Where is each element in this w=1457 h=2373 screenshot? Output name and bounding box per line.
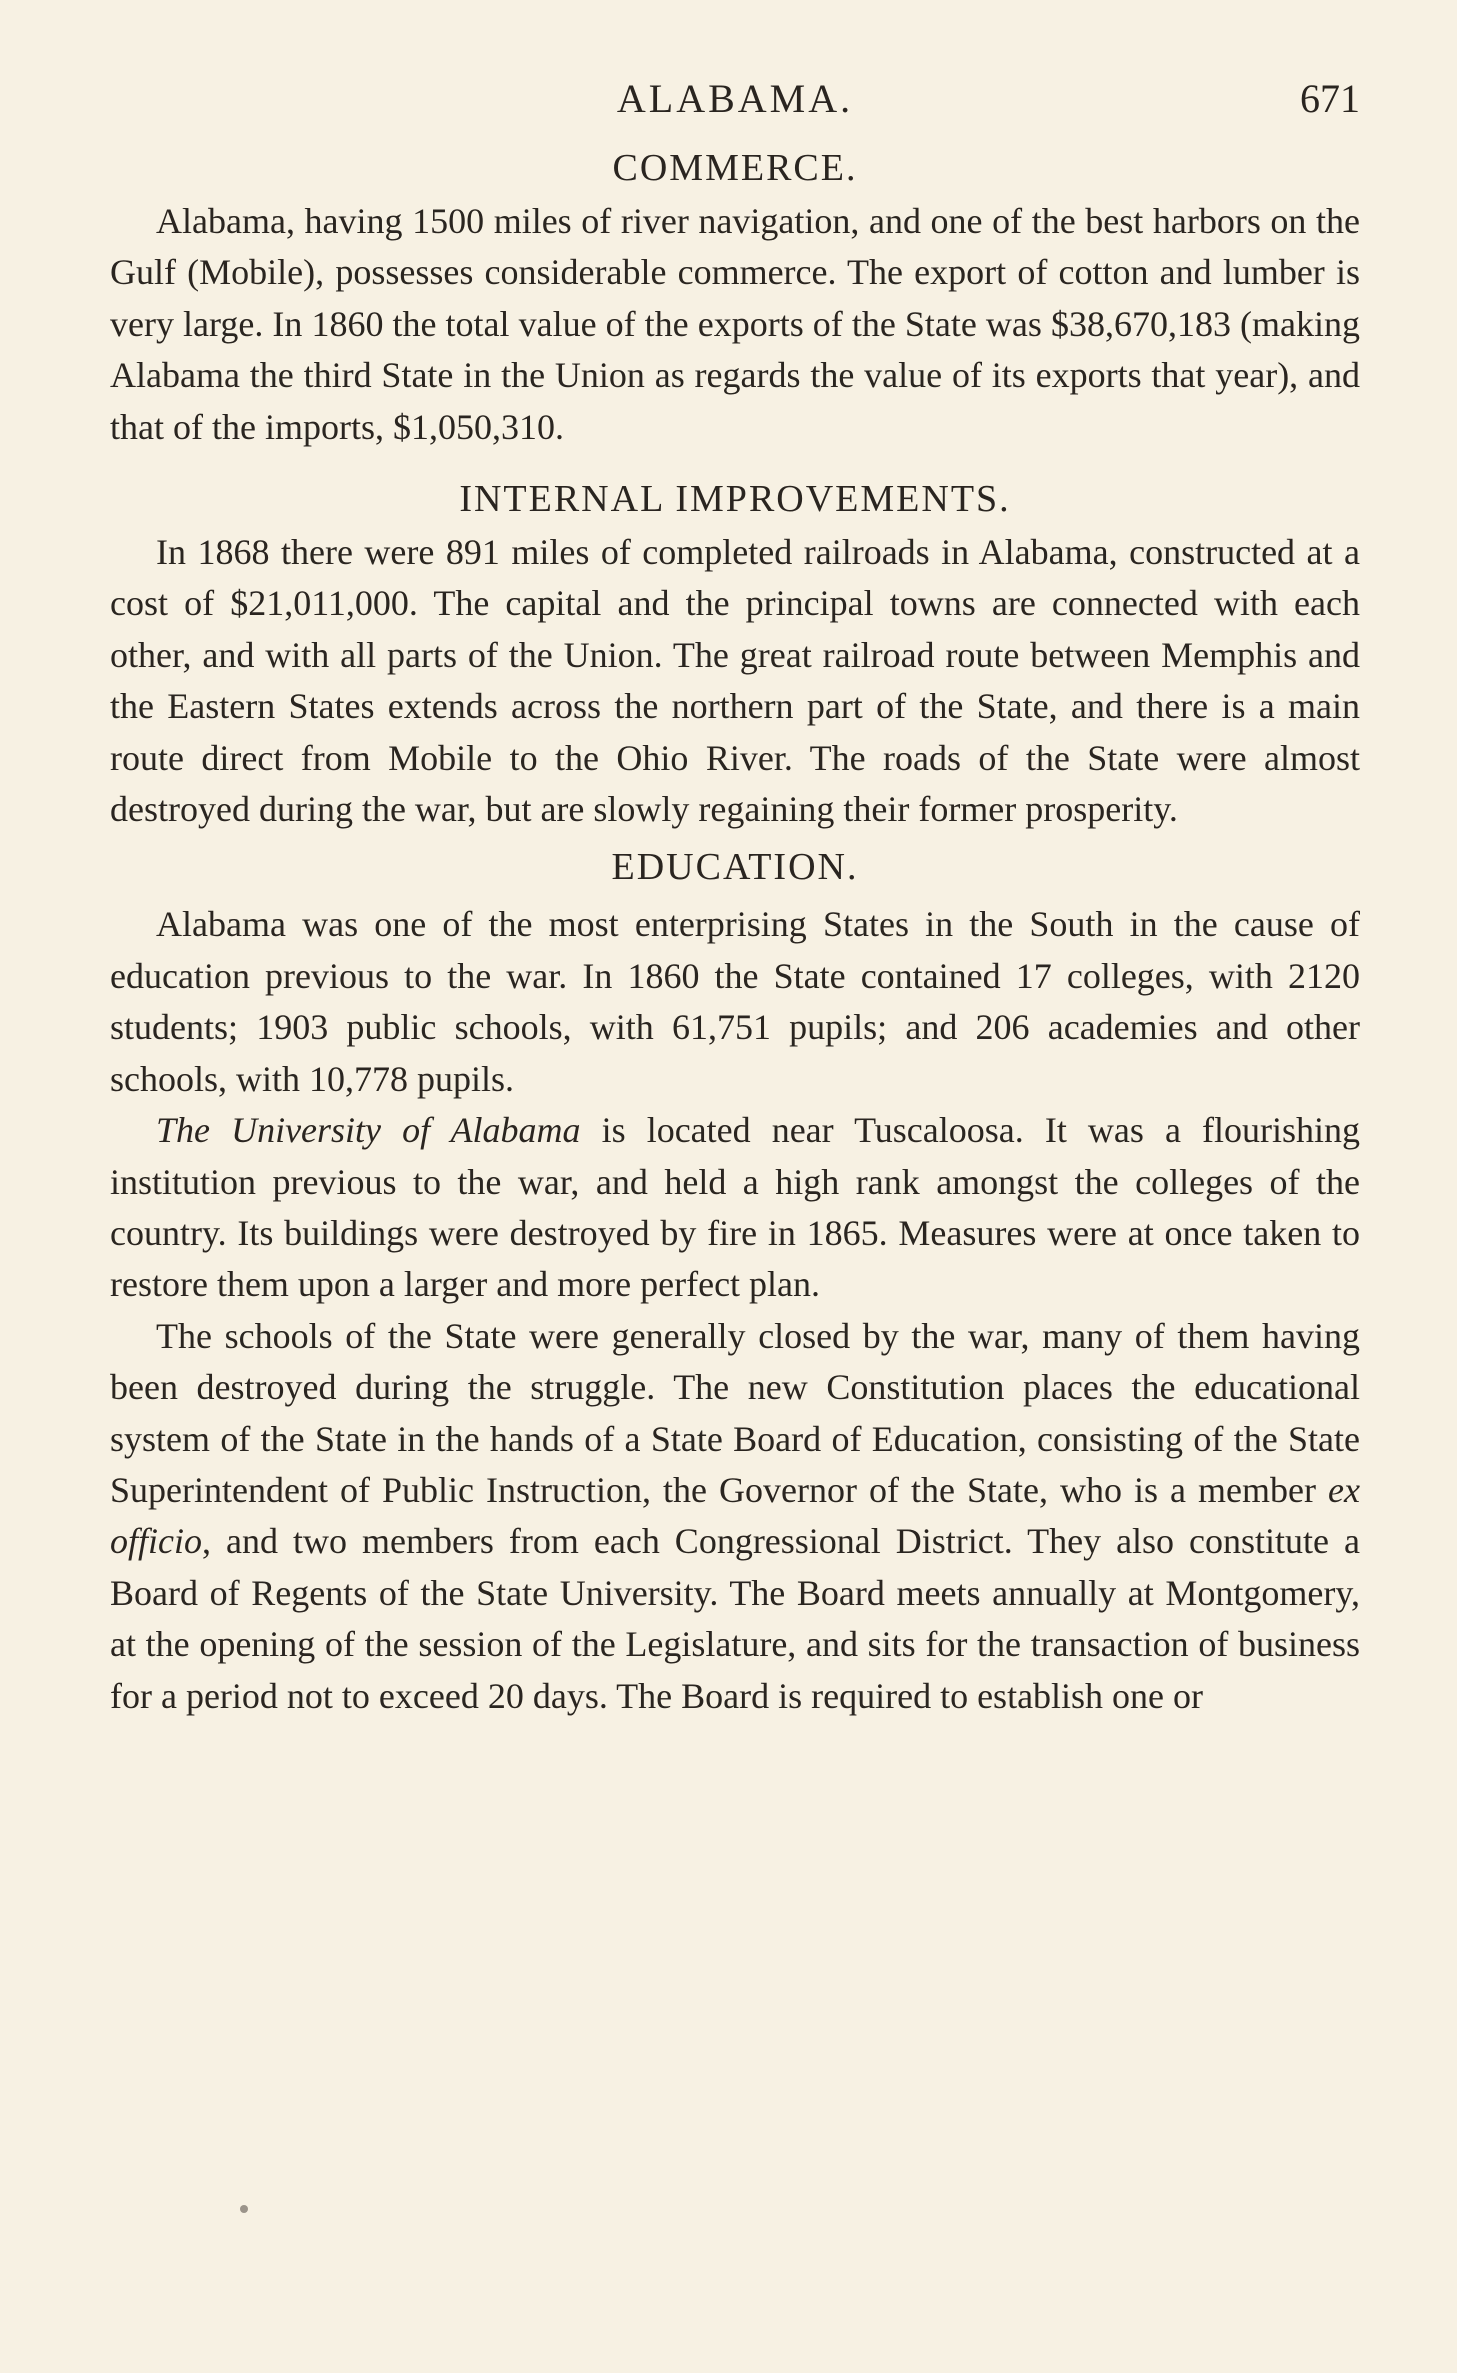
section-heading-internal-improvements: INTERNAL IMPROVEMENTS. [459,478,1011,521]
running-head [110,70,1360,130]
schools-text-1: The schools of the State were generally closed by the war, many of them having been destroyed during the struggle. The new Constitution places the educational system of the State in the hands of a State Board of Education, consisting of the State Superintendent of Public Instruction, the Governor of the State, who is a member [110,1315,1360,1510]
paragraph-commerce: Alabama, having 1500 miles of river navigation, and one of the best harbors on the Gulf (Mobile), possesses considerable commerce. The export of cotton and lumber is very large. In 1860 the total value of the exports of the State was $38,670,183 (making Alabama the third State in the Union as regards the value of its exports that year), and that of the imports, $1,050,310. [110,201,1360,447]
ex-officio: ex officio [110,1469,1360,1562]
university-name: The University of Alabama [156,1110,581,1151]
running-title: ALABAMA. [616,76,854,121]
section-heading-education: EDUCATION. [611,846,859,889]
section-internal-improvements [110,473,1360,835]
schools-text-2: , and two members from each Congressional District. They also constitute a Board of Regents of the State University. The Board meets annually at Montgomery, at the opening of the session of the Legislature, and sits for the transaction of business for a period not to exceed 20 days. The Board is required to establish one or [110,1521,1360,1716]
university-text: is located near Tuscaloosa. It was a flourishing institution previous to the war, and held a high rank amongst the colleges of the country. Its buildings were destroyed by fire in 1865. Measures were at once taken to restore them upon a larger and more perfect plan. [110,1110,1360,1305]
paragraph-university [110,1105,1360,1311]
page-number: 671 [1300,76,1360,121]
ink-speck [240,2205,248,2213]
section-commerce [110,142,1360,453]
paragraph-internal-improvements: In 1868 there were 891 miles of completed railroads in Alabama, constructed at a cost of $21,011,000. The capital and the principal towns are connected with each other, and with all parts of the Union. The great railroad route between Memphis and the Eastern States extends across the northern part of the State, and there is a main route direct from Mobile to the Ohio River. The roads of the State were almost destroyed during the war, but are slowly regaining their former prosperity. [110,532,1360,830]
section-heading-commerce: COMMERCE. [612,147,858,189]
paragraph-education-1: Alabama was one of the most enterprising States in the South in the cause of education previous to the war. In 1860 the State contained 17 colleges, with 2120 students; 1903 public schools, with 61,751 pupils; and 206 academies and other schools, with 10,778 pupils. [110,904,1360,1099]
paragraph-schools [110,1311,1360,1722]
book-page [110,70,1360,1722]
section-education [110,841,1360,1722]
